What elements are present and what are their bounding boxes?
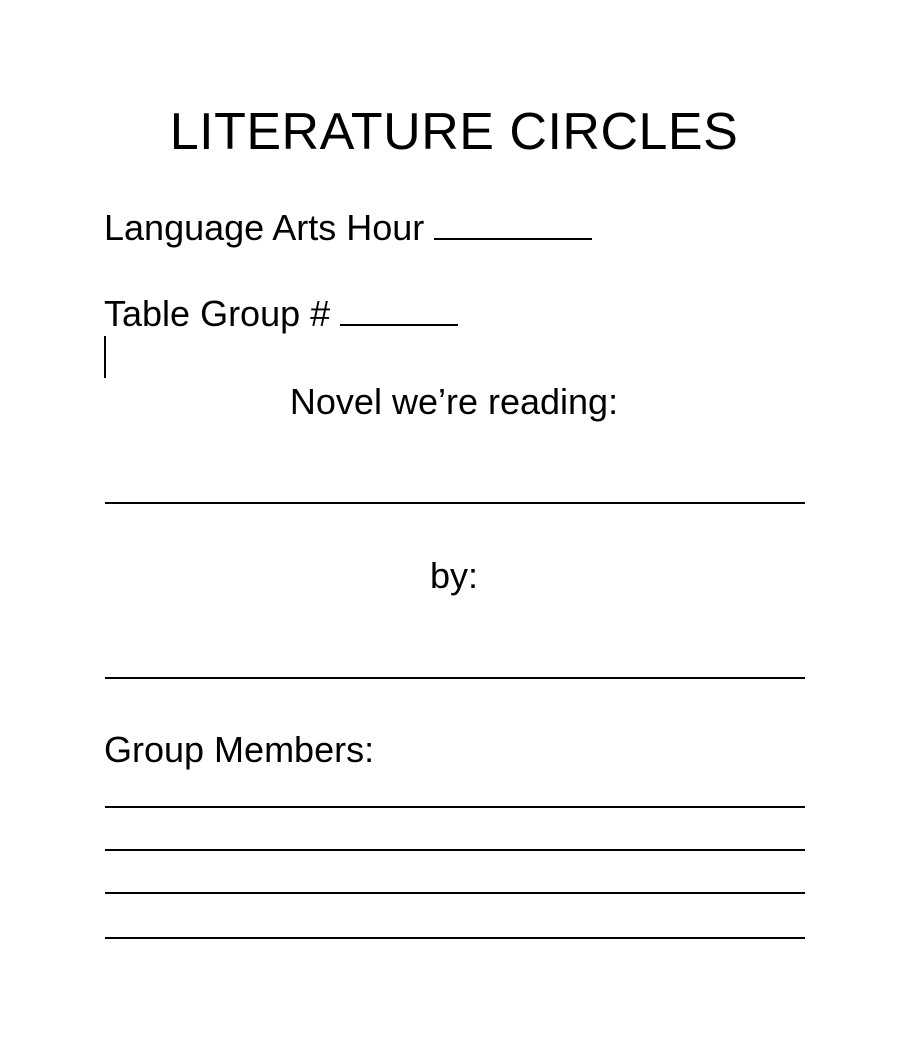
- language-arts-hour-label: Language Arts Hour: [104, 207, 425, 248]
- language-arts-hour-blank[interactable]: [434, 208, 592, 240]
- page-title: LITERATURE CIRCLES: [169, 103, 739, 161]
- group-member-line[interactable]: [105, 892, 805, 894]
- table-group-label: Table Group #: [104, 293, 331, 334]
- group-members-label: Group Members:: [104, 729, 375, 770]
- table-group-blank[interactable]: [340, 294, 458, 326]
- language-arts-hour-row: [104, 206, 592, 250]
- group-member-line[interactable]: [105, 937, 805, 939]
- text-cursor: [104, 336, 106, 378]
- by-label: by:: [429, 555, 479, 596]
- author-line[interactable]: [105, 677, 805, 679]
- group-member-line[interactable]: [105, 806, 805, 808]
- novel-title-line[interactable]: [105, 502, 805, 504]
- table-group-row: [104, 292, 458, 336]
- group-member-line[interactable]: [105, 849, 805, 851]
- novel-label: Novel we’re reading:: [289, 381, 619, 422]
